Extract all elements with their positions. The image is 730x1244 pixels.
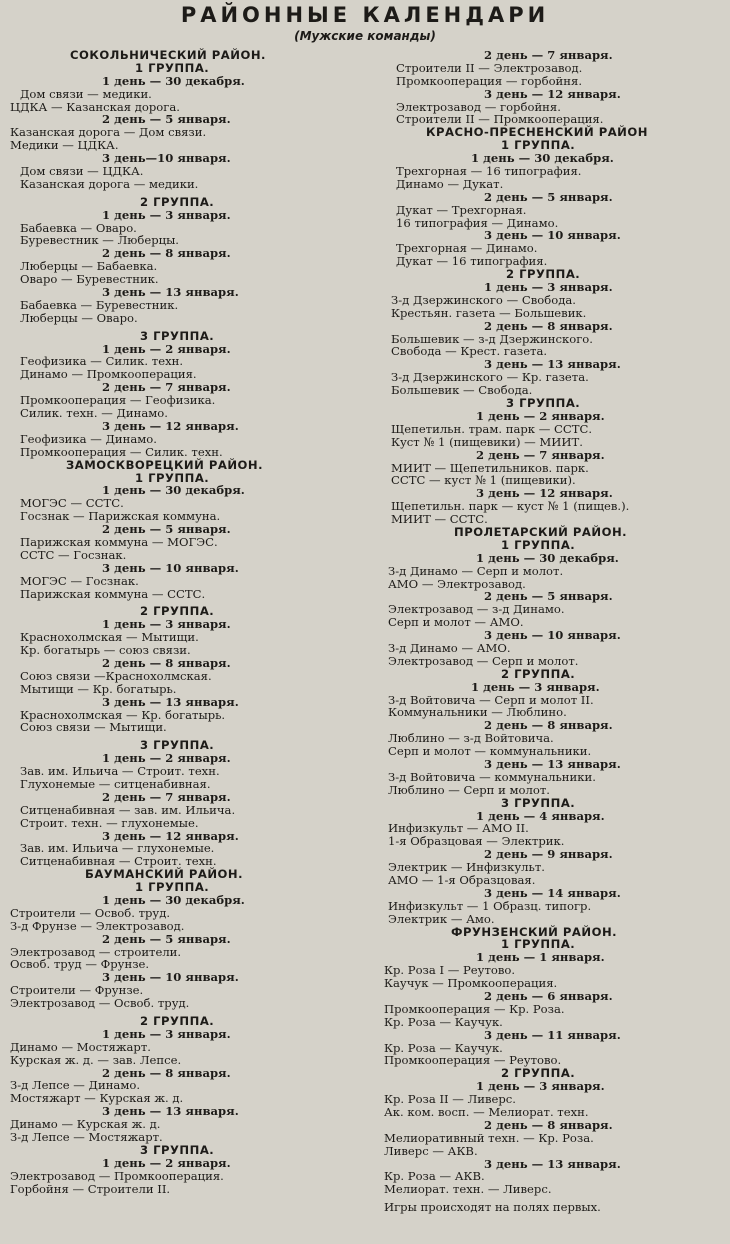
- match-line: Зав. им. Ильича — Строит. техн.: [20, 764, 220, 779]
- round-date: 2 день — 8 января.: [484, 718, 613, 733]
- footnote: Игры происходят на полях первых.: [384, 1200, 601, 1215]
- match-line: Строители II — Промкооперация.: [396, 112, 604, 127]
- match-line: Госзнак — Парижская коммуна.: [20, 509, 221, 524]
- round-date: 2 день — 5 января.: [484, 189, 613, 204]
- match-line: Электрик — Амо.: [388, 911, 495, 926]
- group-heading: 1 ГРУППА.: [135, 880, 210, 895]
- district-heading: СОКОЛЬНИЧЕСКИЙ РАЙОН.: [70, 48, 266, 62]
- round-date: 1 день — 30 декабря.: [102, 73, 245, 88]
- match-line: ЦДКА — Казанская дорога.: [10, 99, 180, 114]
- round-date: 1 день — 2 января.: [102, 751, 231, 766]
- match-line: З-д Лепсе — Мостяжарт.: [10, 1130, 163, 1145]
- match-line: З-д Фрунзе — Электрозавод.: [10, 918, 185, 933]
- group-heading: 3 ГРУППА.: [501, 795, 576, 810]
- match-line: Промкооперация — Силик. техн.: [20, 444, 223, 459]
- round-date: 1 день — 3 января.: [102, 207, 231, 222]
- match-line: ССТС — куст № 1 (пищевики).: [391, 473, 576, 488]
- match-line: Кр. Роза — АКВ.: [384, 1169, 485, 1184]
- match-line: Мелиоративный техн. — Кр. Роза.: [384, 1130, 594, 1145]
- group-heading: 2 ГРУППА.: [501, 1066, 576, 1081]
- match-line: Электрозавод — горбойня.: [396, 99, 561, 114]
- match-line: АМО — 1-я Образцовая.: [388, 873, 536, 887]
- match-line: Парижская коммуна — ССТС.: [20, 586, 206, 601]
- match-line: Бабаевка — Буревестник.: [20, 297, 179, 312]
- match-line: Динамо — Дукат.: [396, 176, 504, 191]
- match-line: МОГЭС — Госзнак.: [20, 573, 139, 588]
- match-line: Силик. техн. — Динамо.: [20, 406, 168, 421]
- match-line: Динамо — Промкооперация.: [20, 367, 197, 382]
- match-line: Динамо — Курская ж. д.: [10, 1117, 161, 1132]
- match-line: Геофизика — Динамо.: [20, 431, 157, 446]
- match-line: Промкооперация — горбойня.: [396, 73, 583, 88]
- match-line: Дукат — Трехгорная.: [396, 202, 527, 217]
- match-line: Оваро — Буревестник.: [20, 272, 159, 287]
- round-date: 1 день — 30 декабря.: [102, 483, 245, 498]
- match-line: Буревестник — Люберцы.: [20, 233, 179, 248]
- round-date: 2 день — 7 января.: [102, 789, 231, 804]
- match-line: Куст № 1 (пищевики) — МИИТ.: [391, 434, 583, 449]
- round-date: 2 день — 7 января.: [476, 447, 605, 462]
- round-date: 3 день — 11 января.: [484, 1027, 621, 1042]
- match-line: Инфизкульт — АМО II.: [388, 821, 529, 836]
- round-date: 1 день — 3 января.: [476, 1079, 605, 1094]
- match-line: Горбойня — Строители II.: [10, 1181, 171, 1196]
- round-date: 3 день — 13 января.: [102, 1104, 239, 1119]
- round-date: 3 день — 13 января.: [102, 694, 239, 709]
- match-line: Строит. техн. — глухонемые.: [20, 815, 199, 830]
- round-date: 1 день — 2 января.: [102, 341, 231, 356]
- match-line: Коммунальники — Люблино.: [388, 705, 567, 720]
- round-date: 2 день — 5 января.: [102, 931, 231, 946]
- match-line: Трехгорная — 16 типография.: [396, 164, 582, 179]
- match-line: Большевик — Свобода.: [391, 383, 533, 398]
- match-line: ССТС — Госзнак.: [20, 547, 127, 562]
- round-date: 2 день — 8 января.: [484, 318, 613, 333]
- match-line: Кр. Роза I — Реутово.: [384, 963, 516, 978]
- match-line: Люблино — з-д Войтовича.: [388, 731, 554, 746]
- match-line: Парижская коммуна — МОГЭС.: [20, 534, 218, 549]
- round-date: 1 день — 3 января.: [471, 679, 600, 694]
- group-heading: 1 ГРУППА.: [501, 138, 576, 153]
- match-line: МИИТ — Щепетильников. парк.: [391, 460, 589, 475]
- match-line: З-д Войтовича — Серп и молот II.: [388, 692, 594, 707]
- round-date: 3 день — 10 января.: [102, 560, 239, 575]
- left-column: [10, 49, 310, 1195]
- district-heading: ЗАМОСКВОРЕЦКИЙ РАЙОН.: [66, 457, 264, 472]
- match-line: Дукат — 16 типография.: [396, 254, 548, 269]
- match-line: Зав. им. Ильича — глухонемые.: [20, 841, 215, 856]
- match-line: Электрозавод — Промкооперация.: [10, 1168, 224, 1183]
- match-line: 1-я Образцовая — Электрик.: [388, 834, 565, 849]
- match-line: Промкооперация — Кр. Роза.: [384, 1001, 565, 1016]
- match-line: Медики — ЦДКА.: [10, 138, 119, 153]
- match-line: Щепетильн. парк — куст № 1 (пищев.).: [391, 499, 630, 514]
- match-line: Электрик — Инфизкульт.: [388, 860, 545, 875]
- round-date: 3 день — 10 января.: [102, 970, 239, 985]
- round-date: 1 день — 1 января.: [476, 950, 605, 965]
- group-heading: 3 ГРУППА.: [140, 1142, 215, 1157]
- round-date: 2 день — 5 января.: [102, 522, 231, 537]
- round-date: 1 день — 30 декабря.: [476, 550, 619, 565]
- district-heading: КРАСНО-ПРЕСНЕНСКИЙ РАЙОН: [426, 125, 648, 140]
- group-heading: 3 ГРУППА.: [140, 738, 215, 753]
- match-line: Электрозавод — строители.: [10, 944, 182, 959]
- round-date: 3 день — 13 января.: [484, 756, 621, 771]
- match-line: МИИТ — ССТС.: [391, 512, 488, 527]
- group-heading: 2 ГРУППА.: [140, 1014, 215, 1029]
- match-line: Краснохолмская — Мытищи.: [20, 630, 199, 645]
- right-column: [376, 49, 722, 1214]
- match-line: З-д Динамо — АМО.: [388, 640, 511, 655]
- match-line: Серп и молот — АМО.: [388, 615, 524, 630]
- round-date: 2 день — 8 января.: [102, 655, 231, 670]
- match-line: Кр. богатырь — союз связи.: [20, 643, 191, 658]
- round-date: 3 день — 12 января.: [476, 486, 613, 501]
- match-line: Люберцы — Бабаевка.: [20, 259, 158, 274]
- match-line: Кр. Роза — Каучук.: [384, 1014, 503, 1029]
- match-line: Ситценабивная — зав. им. Ильича.: [20, 802, 236, 817]
- round-date: 2 день — 7 января.: [484, 48, 613, 62]
- match-line: Дом связи — медики.: [20, 86, 152, 101]
- match-line: АМО — Электрозавод.: [388, 576, 526, 591]
- match-line: Союз связи —Краснохолмская.: [20, 668, 212, 683]
- match-line: Строители — Фрунзе.: [10, 983, 144, 998]
- match-line: Динамо — Мостяжарт.: [10, 1039, 151, 1054]
- round-date: 2 день — 5 января.: [102, 112, 231, 127]
- match-line: Бабаевка — Оваро.: [20, 220, 137, 235]
- match-line: Глухонемые — ситценабивная.: [20, 776, 211, 791]
- group-heading: 1 ГРУППА.: [135, 60, 210, 75]
- round-date: 3 день — 12 января.: [102, 828, 239, 843]
- match-line: Строители — Освоб. труд.: [10, 905, 171, 920]
- match-line: Краснохолмская — Кр. богатырь.: [20, 707, 226, 722]
- round-date: 2 день — 9 января.: [484, 847, 613, 862]
- round-date: 1 день — 3 января.: [102, 1026, 231, 1041]
- district-heading: БАУМАНСКИЙ РАЙОН.: [85, 867, 244, 882]
- round-date: 3 день—10 января.: [102, 151, 231, 166]
- page-subtitle: (Мужские команды): [294, 29, 436, 43]
- group-heading: 1 ГРУППА.: [501, 937, 576, 952]
- match-line: Курская ж. д. — зав. Лепсе.: [10, 1052, 182, 1067]
- round-date: 2 день — 8 января.: [484, 1117, 613, 1132]
- match-line: Электрозавод — Серп и молот.: [388, 653, 579, 668]
- match-line: З-д Лепсе — Динамо.: [10, 1078, 141, 1093]
- match-line: З-д Динамо — Серп и молот.: [388, 563, 564, 578]
- match-line: Казанская дорога — медики.: [20, 176, 199, 191]
- match-line: Ливерс — АКВ.: [384, 1143, 478, 1158]
- group-heading: 2 ГРУППА.: [140, 194, 215, 209]
- match-line: Кр. Роза — Каучук.: [384, 1040, 503, 1055]
- group-heading: 2 ГРУППА.: [140, 604, 215, 619]
- match-line: Союз связи — Мытищи.: [20, 720, 167, 735]
- round-date: 1 день — 30 декабря.: [102, 893, 245, 907]
- district-heading: ФРУНЗЕНСКИЙ РАЙОН.: [451, 924, 618, 939]
- match-line: Кр. Роза II — Ливерс.: [384, 1092, 516, 1107]
- match-line: Серп и молот — коммунальники.: [388, 744, 592, 759]
- match-line: МОГЭС — ССТС.: [20, 496, 124, 511]
- round-date: 1 день — 3 января.: [484, 280, 613, 295]
- round-date: 3 день — 13 января.: [484, 357, 621, 372]
- round-date: 1 день — 3 января.: [102, 617, 231, 632]
- match-line: Люберцы — Оваро.: [20, 310, 138, 325]
- match-line: З-д Дзержинского — Свобода.: [391, 292, 576, 307]
- round-date: 2 день — 7 января.: [102, 380, 231, 395]
- round-date: 2 день — 8 января.: [102, 1065, 231, 1080]
- group-heading: 1 ГРУППА.: [501, 537, 576, 552]
- match-line: Люблино — Серп и молот.: [388, 782, 550, 797]
- round-date: 2 день — 5 января.: [484, 589, 613, 604]
- round-date: 1 день — 2 января.: [476, 408, 605, 423]
- match-line: Промкооперация — Реутово.: [384, 1053, 562, 1068]
- match-line: З-д Дзержинского — Кр. газета.: [391, 370, 589, 385]
- match-line: Дом связи — ЦДКА.: [20, 164, 144, 179]
- match-line: Ситценабивная — Строит. техн.: [20, 854, 217, 869]
- round-date: 3 день — 10 января.: [484, 628, 621, 643]
- match-line: Электрозавод — Освоб. труд.: [10, 996, 190, 1011]
- match-line: Инфизкульт — 1 Образц. типогр.: [388, 898, 592, 913]
- round-date: 2 день — 8 января.: [102, 246, 231, 261]
- match-line: Геофизика — Силик. техн.: [20, 354, 184, 369]
- match-line: Щепетильн. трам. парк — ССТС.: [391, 421, 593, 436]
- round-date: 3 день — 14 января.: [484, 885, 621, 900]
- round-date: 1 день — 2 января.: [102, 1155, 231, 1170]
- district-heading: ПРОЛЕТАРСКИЙ РАЙОН.: [454, 524, 628, 539]
- match-line: Промкооперация — Геофизика.: [20, 393, 216, 408]
- group-heading: 3 ГРУППА.: [140, 328, 215, 343]
- match-line: Большевик — з-д Дзержинского.: [391, 331, 593, 346]
- group-heading: 1 ГРУППА.: [135, 470, 210, 485]
- round-date: 2 день — 6 января.: [484, 989, 613, 1004]
- round-date: 3 день — 13 января.: [102, 285, 239, 300]
- group-heading: 2 ГРУППА.: [506, 267, 581, 282]
- group-heading: 2 ГРУППА.: [501, 666, 576, 681]
- match-line: Ак. ком. восп. — Мелиорат. техн.: [384, 1105, 589, 1120]
- match-line: Мостяжарт — Курская ж. д.: [10, 1091, 184, 1106]
- match-line: Строители II — Электрозавод.: [396, 60, 583, 75]
- match-line: Освоб. труд — Фрунзе.: [10, 957, 150, 972]
- page-title: РАЙОННЫЕ КАЛЕНДАРИ: [180, 3, 550, 27]
- match-line: 16 типография — Динамо.: [396, 215, 559, 230]
- round-date: 3 день — 10 января.: [484, 228, 621, 243]
- match-line: Электрозавод — з-д Динамо.: [388, 602, 565, 617]
- round-date: 3 день — 13 января.: [484, 1156, 621, 1171]
- round-date: 3 день — 12 января.: [102, 418, 239, 433]
- group-heading: 3 ГРУППА.: [506, 396, 581, 411]
- round-date: 3 день — 12 января.: [484, 86, 621, 101]
- match-line: З-д Войтовича — коммунальники.: [388, 769, 596, 784]
- match-line: Казанская дорога — Дом связи.: [10, 125, 207, 140]
- match-line: Мелиорат. техн. — Ливерс.: [384, 1182, 552, 1197]
- match-line: Свобода — Крест. газета.: [391, 344, 548, 359]
- match-line: Трехгорная — Динамо.: [396, 241, 538, 256]
- match-line: Мытищи — Кр. богатырь.: [20, 681, 177, 696]
- match-line: Каучук — Промкооперация.: [384, 976, 558, 991]
- match-line: Крестьян. газета — Большевик.: [391, 305, 587, 320]
- round-date: 1 день — 4 января.: [476, 808, 605, 823]
- round-date: 1 день — 30 декабря.: [471, 151, 614, 166]
